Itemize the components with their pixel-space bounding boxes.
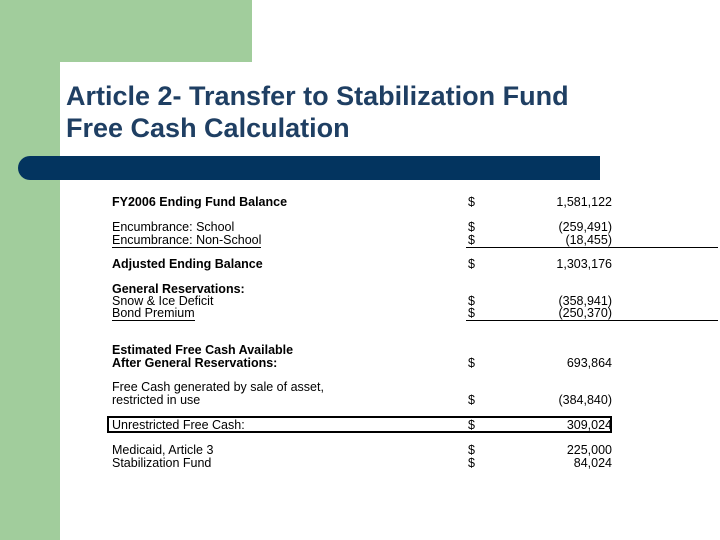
row-label: Bond Premium xyxy=(112,306,195,320)
row-label: Encumbrance: School xyxy=(112,220,235,234)
title-line-2: Free Cash Calculation xyxy=(66,113,350,143)
row-amount: (384,840) xyxy=(558,393,612,407)
currency-symbol: $ xyxy=(468,356,475,370)
currency-symbol: $ xyxy=(468,456,475,470)
row-amount: 309,024 xyxy=(566,418,612,432)
row-label: Free Cash generated by sale of asset, xyxy=(112,380,324,394)
title-line-1: Article 2- Transfer to Stabilization Fund xyxy=(66,81,569,111)
row-label: After General Reservations: xyxy=(112,356,278,370)
table-row xyxy=(112,234,617,247)
currency-symbol: $ xyxy=(468,195,475,209)
row-amount: 1,303,176 xyxy=(556,257,612,271)
currency-symbol: $ xyxy=(468,220,475,234)
row-label: Snow & Ice Deficit xyxy=(112,294,214,308)
subtotal-underline xyxy=(466,320,718,321)
currency-symbol: $ xyxy=(468,257,475,271)
table-row xyxy=(112,419,617,432)
row-label: Adjusted Ending Balance xyxy=(112,257,263,271)
row-label: FY2006 Ending Fund Balance xyxy=(112,195,288,209)
row-label: Encumbrance: Non-School xyxy=(112,233,262,247)
currency-symbol: $ xyxy=(468,443,475,457)
table-row xyxy=(112,307,617,320)
row-label: Medicaid, Article 3 xyxy=(112,443,214,457)
row-label: Estimated Free Cash Available xyxy=(112,343,294,357)
row-amount: 1,581,122 xyxy=(556,195,612,209)
currency-symbol: $ xyxy=(468,294,475,308)
row-label: Stabilization Fund xyxy=(112,456,212,470)
currency-symbol: $ xyxy=(468,306,475,320)
row-amount: (250,370) xyxy=(558,306,612,320)
table-row xyxy=(112,394,617,407)
currency-symbol: $ xyxy=(468,233,475,247)
row-amount: 225,000 xyxy=(566,443,612,457)
row-label: General Reservations: xyxy=(112,282,245,296)
row-amount: (259,491) xyxy=(558,220,612,234)
table-row xyxy=(112,357,617,370)
table-row xyxy=(112,258,617,271)
row-amount: 693,864 xyxy=(566,356,612,370)
currency-symbol: $ xyxy=(468,418,475,432)
row-label: restricted in use xyxy=(112,393,201,407)
row-amount: 84,024 xyxy=(573,456,612,470)
row-label: Unrestricted Free Cash: xyxy=(112,418,245,432)
currency-symbol: $ xyxy=(468,393,475,407)
row-amount: (358,941) xyxy=(558,294,612,308)
table-row xyxy=(112,457,617,470)
table-row xyxy=(112,196,617,209)
row-amount: (18,455) xyxy=(565,233,612,247)
subtotal-underline xyxy=(466,247,718,248)
